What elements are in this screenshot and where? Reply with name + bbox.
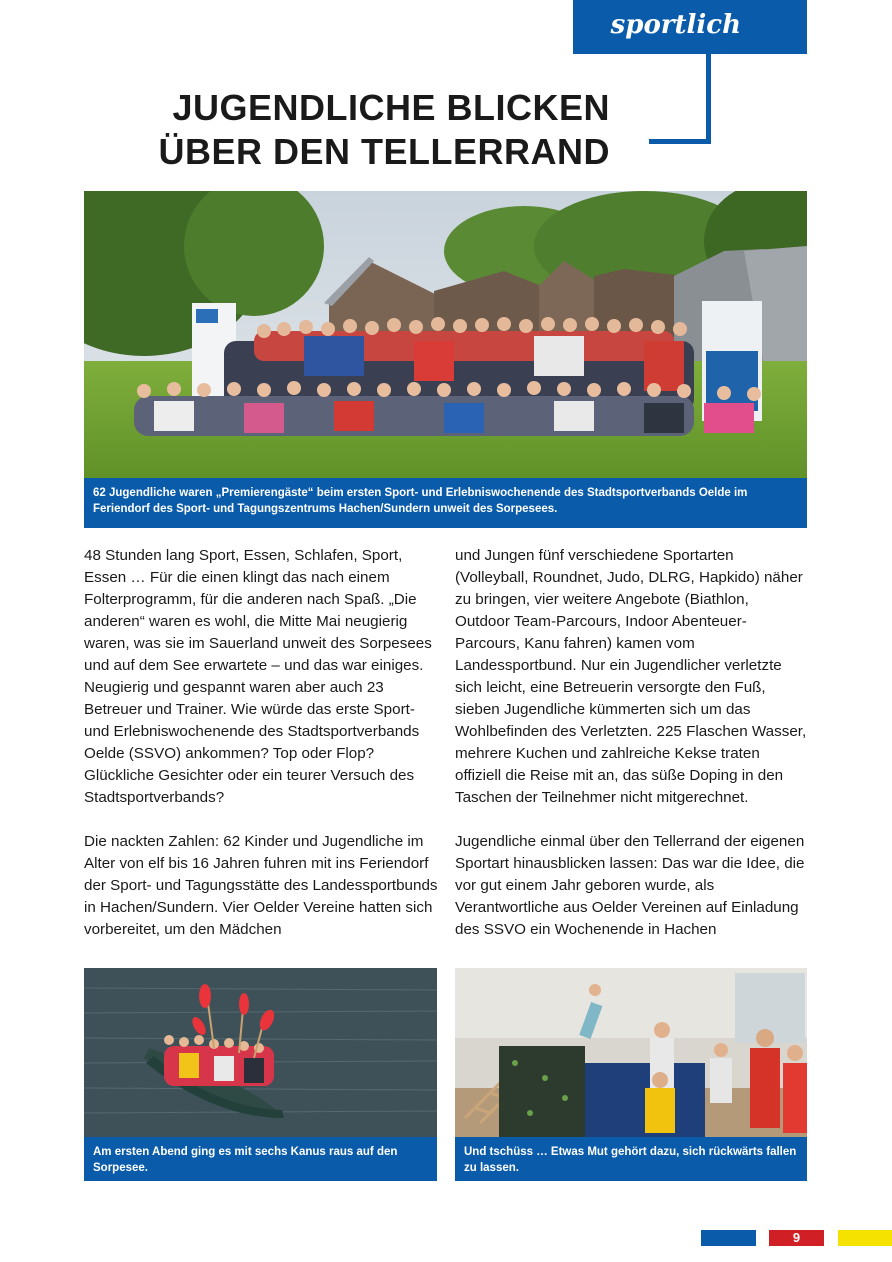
title-line-2: ÜBER DEN TELLERRAND (158, 131, 610, 172)
footer-bar-yellow (838, 1230, 892, 1246)
article-column-right (455, 545, 807, 941)
canoe-photo-icon (84, 968, 437, 1138)
right-paragraph-1: und Jungen fünf verschiedene Sportarten (Volleyball, Roundnet, Judo, DLRG, Hapkido) näher zu bringen, vier weitere Angebote (Biathlon, Outdoor Team-Parcours, Indoor Abenteuer-Parcours, Kanu fahren) kamen vom Landessportbund. Nur ein Jugendlicher verletzte sich leicht, eine Betreuerin versorgte den Fuß, sieben Jugendliche kümmerten sich um das Wohlbefinden des Verletzten. 225 Flaschen Wasser, mehrere Kuchen und zahlreiche Kekse traten offiziell die Reise mit an, das süße Doping in den Taschen der Teilnehmer nicht mitgerechnet. (455, 547, 807, 806)
section-tag: sportlich (573, 0, 807, 54)
page-number: 9 (769, 1230, 824, 1246)
group-photo-icon (84, 191, 807, 480)
main-photo (84, 191, 807, 480)
canoe-photo (84, 968, 437, 1138)
gym-photo-icon (455, 968, 807, 1138)
gym-photo (455, 968, 807, 1138)
article-column-left (84, 545, 438, 941)
left-paragraph-2: Die nackten Zahlen: 62 Kinder und Jugendliche im Alter von elf bis 16 Jahren fuhren mit ins Feriendorf der Sport- und Tagungsstätte des Landessportbunds in Hachen/Sundern. Vier Oelder Vereine hatten sich vorbereitet, um den Mädchen (84, 833, 438, 938)
footer-bar-blue (701, 1230, 756, 1246)
left-paragraph-1: 48 Stunden lang Sport, Essen, Schlafen, Sport, Essen … Für die einen klingt das nach einem Folterprogramm, für die anderen nach Spaß. „Die anderen“ waren es wohl, die Mitte Mai neugierig waren, was sie im Sauerland unweit des Sorpesees und auf dem See erwartete – und das war einiges. Neugierig und gespannt waren aber auch 23 Betreuer und Trainer. Wie würde das erste Sport- und Erlebniswochenende des Stadtsportverbands Oelde (SSVO) ankommen? Top oder Flop? Glückliche Gesichter oder ein teurer Versuch des Stadtsportverbands? (84, 547, 432, 806)
page-title (130, 86, 610, 174)
main-photo-caption-line-1: 62 Jugendliche waren „Premierengäste“ beim ersten Sport- und Erlebniswochenende des Stadtsportverbands Oelde im (93, 487, 748, 499)
title-line-1: JUGENDLICHE BLICKEN (172, 87, 610, 128)
gym-photo-caption: Und tschüss … Etwas Mut gehört dazu, sich rückwärts fallen zu lassen. (455, 1137, 807, 1181)
tag-connector-horizontal (649, 139, 711, 144)
right-paragraph-2: Jugendliche einmal über den Tellerrand der eigenen Sportart hinausblicken lassen: Das war die Idee, die vor gut einem Jahr geboren wurde, als Verantwortliche aus Oelder Vereinen auf Einladung des SSVO ein Wochenende in Hachen (455, 833, 805, 938)
canoe-photo-caption: Am ersten Abend ging es mit sechs Kanus raus auf den Sorpesee. (84, 1137, 437, 1181)
tag-connector-vertical (706, 54, 711, 144)
main-photo-caption-line-2: Feriendorf des Sport- und Tagungszentrums Hachen/Sundern unweit des Sorpesees. (93, 503, 558, 515)
main-photo-caption (84, 478, 807, 528)
